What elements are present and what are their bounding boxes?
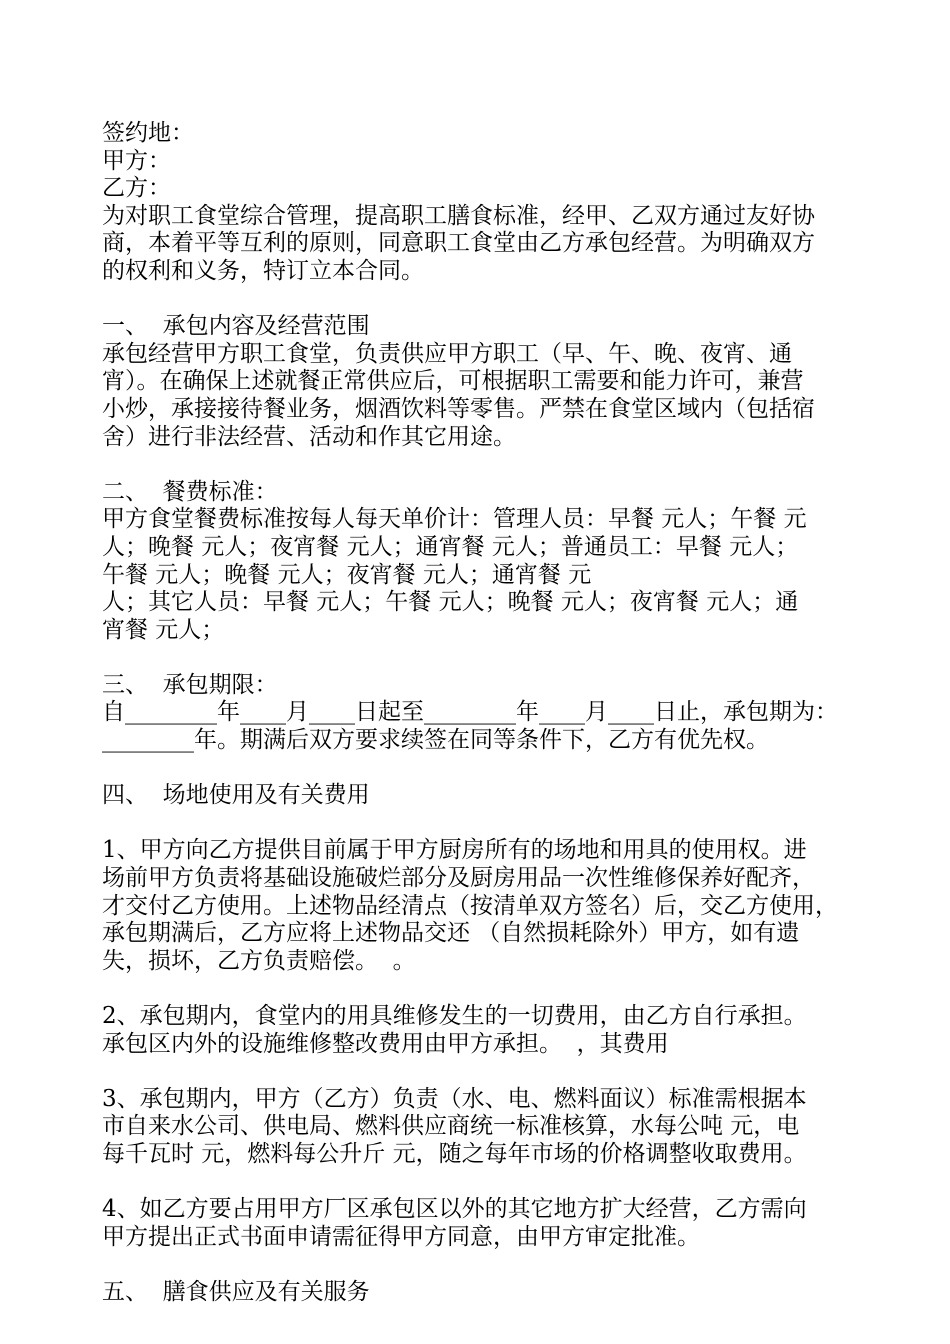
spacer [102,451,862,479]
party-b: 乙方： [102,175,171,202]
section-heading: 三、 承包期限： [102,671,278,698]
section-heading: 四、 场地使用及有关费用 [102,782,370,809]
clause-line: 失，损坏，乙方负责赔偿。 。 [102,947,416,974]
clause-line: 承包区内外的设施维修整改费用由甲方承担。 ，其费用 [102,1030,669,1057]
clause-line: 每千瓦时 元，燃料每公升斤 元，随之每年市场的价格调整收取费用。 [102,1140,807,1167]
spacer [102,755,862,783]
section-line: 承包经营甲方职工食堂，负责供应甲方职工（早、午、晚、夜宵、通 [102,340,792,367]
clause-line: 4、如乙方要占用甲方厂区承包区以外的其它地方扩大经营，乙方需向 [102,1196,807,1223]
clause-line: 2、承包期内，食堂内的用具维修发生的一切费用，由乙方自行承担。 [102,1003,807,1029]
intro-line: 为对职工食堂综合管理，提高职工膳食标准，经甲、乙双方通过友好协 [102,202,815,229]
section-line: 人；其它人员：早餐 元人；午餐 元人；晚餐 元人；夜宵餐 元人；通 [102,589,799,616]
section-line: 小炒，承接接待餐业务，烟酒饮料等零售。严禁在食堂区域内（包括宿 [102,395,815,422]
section-line: 甲方食堂餐费标准按每人每天单价计：管理人员：早餐 元人；午餐 元 [102,506,807,533]
section-line: 人；晚餐 元人；夜宵餐 元人；通宵餐 元人；普通员工：早餐 元人； [102,533,799,560]
spacer [102,975,862,1003]
spacer [102,286,862,314]
clause-line: 市自来水公司、供电局、燃料供应商统一标准核算，水每公吨 元，电 [102,1113,800,1140]
clause-line: 才交付乙方使用。上述物品经清点（按清单双方签名）后，交乙方使用， [102,892,838,919]
spacer [102,810,862,838]
section-heading: 一、 承包内容及经营范围 [102,313,370,340]
section-heading: 二、 餐费标准： [102,478,278,505]
spacer [102,644,862,672]
section-line: 自________年____月____日起至________年____月____日止，承包期为： [102,699,838,726]
clause-line: 3、承包期内，甲方（乙方）负责（水、电、燃料面议）标准需根据本 [102,1085,807,1112]
section-line: 宵）。在确保上述就餐正常供应后，可根据职工需要和能力许可，兼营 [102,368,804,395]
intro-line: 的权利和义务，特订立本合同。 [102,257,424,284]
section-line: ________年。期满后双方要求续签在同等条件下，乙方有优先权。 [102,727,769,754]
spacer [102,1251,862,1279]
section-line: 舍）进行非法经营、活动和作其它用途。 [102,423,516,450]
clause-line: 甲方提出正式书面申请需征得甲方同意，由甲方审定批准。 [102,1223,700,1250]
spacer [102,1169,862,1197]
party-a: 甲方： [102,147,171,174]
spacer [102,1058,862,1086]
clause-line: 1、甲方向乙方提供目前属于甲方厨房所有的场地和用具的使用权。进 [102,837,807,864]
sign-place: 签约地： [102,120,194,146]
section-line: 午餐 元人；晚餐 元人；夜宵餐 元人；通宵餐 元 [102,561,592,588]
intro-line: 商，本着平等互利的原则，同意职工食堂由乙方承包经营。为明确双方 [102,230,815,257]
contract-body [102,120,862,1307]
section-heading: 五、 膳食供应及有关服务 [102,1278,370,1305]
section-line: 宵餐 元人； [102,616,225,643]
clause-line: 场前甲方负责将基础设施破烂部分及厨房用品一次性维修保养好配齐， [102,865,815,892]
clause-line: 承包期满后，乙方应将上述物品交还 （自然损耗除外）甲方，如有遗 [102,920,800,947]
